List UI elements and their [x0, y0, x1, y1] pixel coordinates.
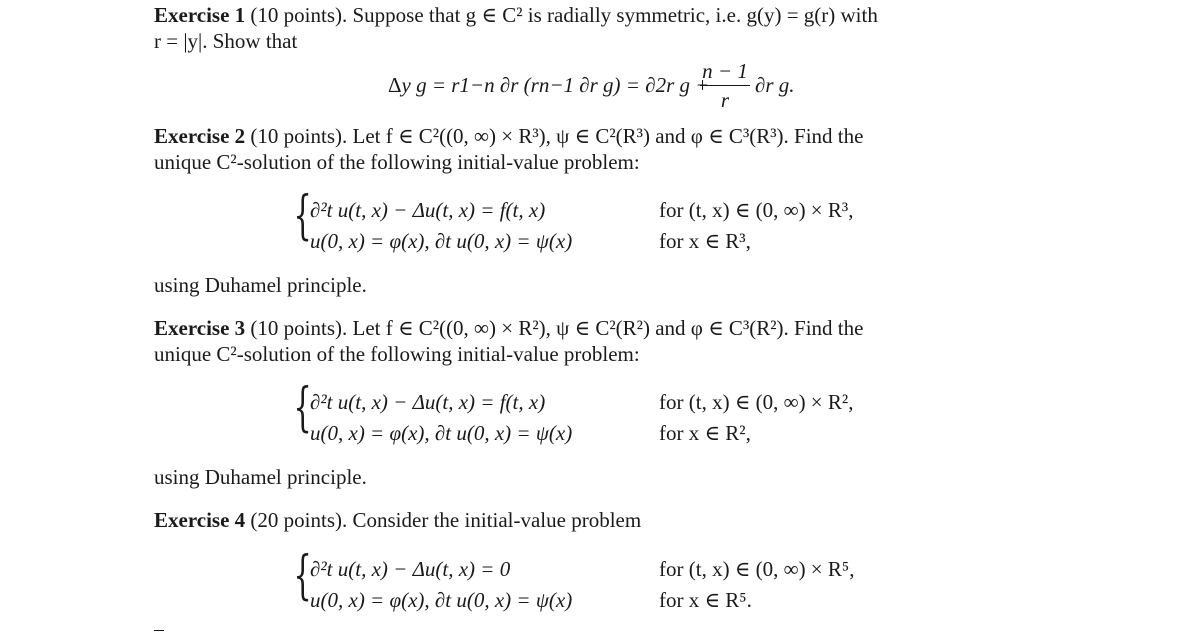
ex4-row2-right: for x ∈ R⁵. — [659, 588, 752, 612]
ex2-points: (10 points). — [250, 124, 348, 148]
ex2-text-line1: Let f ∈ C²((0, ∞) × R³), ψ ∈ C²(R³) and φ ∈ C³(R³). Find the — [352, 124, 864, 148]
ex2-line2: unique C²-solution of the following initial-value problem: — [154, 150, 640, 174]
cut-off-text-mark — [154, 630, 164, 631]
ex3-row1-right: for (t, x) ∈ (0, ∞) × R², — [659, 390, 854, 414]
ex4-row1-right: for (t, x) ∈ (0, ∞) × R⁵, — [659, 557, 855, 581]
ex3-heading: Exercise 3 — [154, 316, 246, 340]
ex3-row2-right: for x ∈ R², — [659, 421, 751, 445]
ex2-left-brace: { — [293, 186, 312, 246]
ex3-closing: using Duhamel principle. — [154, 465, 367, 489]
ex1-heading: Exercise 1 — [154, 3, 246, 27]
ex2-row1-right: for (t, x) ∈ (0, ∞) × R³, — [659, 198, 854, 222]
ex4-points: (20 points). — [250, 508, 348, 532]
ex1-equation — [388, 72, 709, 98]
ex2-closing: using Duhamel principle. — [154, 273, 367, 297]
ex1-equation-tail: ∂r g. — [755, 73, 795, 97]
ex2-row1-left: ∂²t u(t, x) − Δu(t, x) = f(t, x) — [310, 198, 546, 222]
ex1-text-line1: Suppose that g ∈ C² is radially symmetric, i.e. g(y) = g(r) with — [352, 3, 878, 27]
ex3-line2: unique C²-solution of the following initial-value problem: — [154, 342, 640, 366]
ex1-frac-denominator: r — [720, 88, 730, 112]
ex1-equation-main: y g = r1−n ∂r (rn−1 ∂r g) = ∂2r g + — [401, 73, 710, 97]
ex4-row2-left: u(0, x) = φ(x), ∂t u(0, x) = ψ(x) — [310, 588, 573, 612]
ex2-row2-left: u(0, x) = φ(x), ∂t u(0, x) = ψ(x) — [310, 229, 573, 253]
ex1-frac-numerator: n − 1 — [702, 59, 748, 83]
ex3-points: (10 points). — [250, 316, 348, 340]
ex4-heading: Exercise 4 — [154, 508, 246, 532]
ex3-line1 — [154, 315, 863, 341]
ex2-heading: Exercise 2 — [154, 124, 246, 148]
ex1-points: (10 points). — [250, 3, 348, 27]
ex1-frac-bar — [700, 85, 750, 86]
ex1-fraction — [700, 58, 750, 113]
ex4-row1-left: ∂²t u(t, x) − Δu(t, x) = 0 — [310, 557, 511, 581]
ex2-row2-right: for x ∈ R³, — [659, 229, 751, 253]
ex4-text-line1: Consider the initial-value problem — [352, 508, 642, 532]
ex2-line1 — [154, 123, 863, 149]
ex1-line1 — [154, 2, 878, 28]
ex3-left-brace: { — [293, 378, 312, 438]
ex1-line2: r = |y|. Show that — [154, 29, 298, 53]
ex3-row1-left: ∂²t u(t, x) − Δu(t, x) = f(t, x) — [310, 390, 546, 414]
ex1-equation-delta: Δ — [388, 73, 402, 97]
ex3-row2-left: u(0, x) = φ(x), ∂t u(0, x) = ψ(x) — [310, 421, 573, 445]
ex4-left-brace: { — [293, 546, 312, 606]
ex3-text-line1: Let f ∈ C²((0, ∞) × R²), ψ ∈ C²(R²) and φ ∈ C³(R²). Find the — [352, 316, 864, 340]
ex4-line1 — [154, 507, 641, 533]
